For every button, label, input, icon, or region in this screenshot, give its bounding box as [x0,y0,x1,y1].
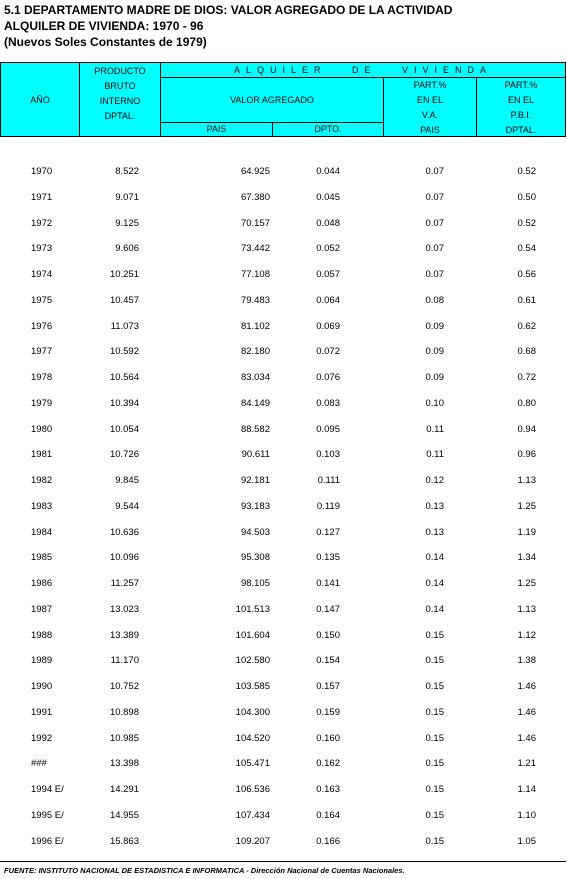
table-row [0,810,566,824]
cell-year: 1992 [31,732,53,744]
cell-pbi: 13.023 [109,603,139,615]
cell-pva: 0.07 [425,217,444,229]
cell-year: 1996 E/ [31,835,64,847]
cell-pais: 104.300 [235,706,270,718]
header-pva-line4: PAIS [420,125,440,135]
cell-dpto: 0.045 [316,191,340,203]
header-pbi-line1: PRODUCTO [94,66,146,76]
table-row [0,836,566,850]
cell-year: 1980 [31,423,53,435]
cell-dpto: 0.160 [316,732,340,744]
cell-pva: 0.15 [425,835,444,847]
table-row [0,552,566,566]
cell-pva: 0.09 [425,320,444,332]
cell-year: 1982 [31,475,53,486]
cell-dpto: 0.052 [316,243,340,255]
cell-ppbi: 1.46 [517,681,536,692]
table-row [0,243,566,257]
cell-pbi: 14.291 [109,784,139,795]
cell-ppbi: 0.62 [517,320,536,332]
cell-pbi: 9.845 [115,475,139,486]
cell-pbi: 10.985 [109,732,139,744]
cell-pbi: 13.389 [109,629,139,641]
cell-pbi: 10.726 [109,449,139,461]
cell-pais: 102.580 [235,655,270,667]
cell-pva: 0.07 [425,166,444,177]
cell-pva: 0.09 [425,372,444,383]
footer-divider [0,861,566,862]
cell-ppbi: 0.56 [517,269,536,280]
cell-pais: 93.183 [240,500,270,512]
cell-ppbi: 1.21 [517,758,536,770]
cell-dpto: 0.044 [316,166,340,177]
cell-ppbi: 1.46 [517,706,536,718]
cell-dpto: 0.159 [316,706,340,718]
table-row [0,449,566,463]
table-row [0,707,566,721]
cell-year: 1979 [31,397,53,409]
cell-pais: 92.181 [240,475,270,486]
header-part-va [383,77,477,137]
cell-ppbi: 1.10 [517,809,536,821]
cell-pva: 0.09 [425,346,444,358]
cell-pais: 101.604 [235,629,270,641]
cell-ppbi: 0.61 [517,294,536,306]
cell-pva: 0.15 [425,809,444,821]
cell-pbi: 9.544 [115,500,139,512]
header-ppbi-line4: DPTAL. [505,125,537,135]
cell-ppbi: 0.96 [517,449,536,461]
cell-pbi: 9.606 [115,243,139,255]
table-row [0,630,566,644]
cell-ppbi: 0.94 [517,423,536,435]
header-valor-agregado [160,77,384,123]
table-row [0,166,566,180]
cell-year: 1975 [31,294,53,306]
cell-dpto: 0.111 [317,475,340,486]
cell-pais: 90.611 [241,449,270,461]
cell-pbi: 11.073 [110,320,139,332]
table-row [0,424,566,438]
cell-dpto: 0.135 [316,552,340,564]
header-part-pbi [476,77,566,137]
cell-ppbi: 1.13 [517,475,536,486]
header-pva-line3: V.A. [421,110,439,120]
cell-pbi: 10.592 [109,346,139,358]
cell-pais: 104.520 [235,732,270,744]
cell-dpto: 0.072 [316,346,340,358]
header-year-label: AÑO [30,95,50,105]
cell-pva: 0.14 [425,578,444,589]
header-group-label: ALQUILER DE VIVIENDA [233,65,493,75]
page-title: 5.1 DEPARTAMENTO MADRE DE DIOS: VALOR AGREGADO DE LA ACTIVIDAD [4,3,453,17]
header-alquiler-group [160,62,566,78]
cell-dpto: 0.119 [316,500,340,512]
header-valor-agregado-label: VALOR AGREGADO [230,95,314,105]
cell-dpto: 0.127 [316,526,340,538]
cell-pbi: 10.394 [109,397,139,409]
cell-pva: 0.11 [426,423,444,435]
cell-ppbi: 1.25 [517,500,536,512]
cell-pva: 0.07 [425,269,444,280]
cell-pva: 0.15 [425,758,444,770]
table-row [0,295,566,309]
cell-pva: 0.14 [425,552,444,564]
cell-pbi: 8.522 [115,166,139,177]
table-row [0,269,566,283]
cell-pais: 77.108 [240,269,270,280]
header-pbi-line2: BRUTO [104,81,136,91]
source-footnote: FUENTE: INSTITUTO NACIONAL DE ESTADISTICA E INFORMATICA - Dirección Nacional de Cuentas Nacionales. [4,866,405,875]
cell-pais: 79.483 [240,294,270,306]
cell-pais: 67.380 [240,191,270,203]
page-subtitle: ALQUILER DE VIVIENDA: 1970 - 96 [4,19,204,33]
cell-year: 1985 [31,552,53,564]
cell-pais: 109.207 [235,835,270,847]
cell-pva: 0.15 [425,655,444,667]
cell-pbi: 10.752 [109,681,139,692]
cell-year: 1974 [31,269,53,280]
cell-pva: 0.13 [425,500,444,512]
cell-dpto: 0.162 [316,758,340,770]
cell-ppbi: 0.68 [517,346,536,358]
cell-pva: 0.10 [425,397,444,409]
cell-ppbi: 1.34 [517,552,536,564]
cell-pva: 0.15 [425,629,444,641]
header-ppbi-line3: P.B.I. [510,110,532,120]
header-ppbi-line1: PART.% [504,80,538,90]
cell-pais: 94.503 [240,526,270,538]
table-row [0,501,566,515]
cell-pais: 73.442 [240,243,270,255]
cell-dpto: 0.103 [316,449,340,461]
table-row [0,758,566,772]
cell-dpto: 0.141 [316,578,340,589]
cell-pais: 105.471 [235,758,270,770]
cell-year: 1970 [31,166,53,177]
cell-year: 1973 [31,243,53,255]
cell-ppbi: 1.05 [517,835,536,847]
header-ppbi-line2: EN EL [507,95,534,105]
cell-year: 1986 [31,578,53,589]
cell-year: 1990 [31,681,53,692]
cell-dpto: 0.076 [316,372,340,383]
cell-ppbi: 0.50 [517,191,536,203]
cell-year: 1983 [31,500,53,512]
cell-year: 1995 E/ [31,809,64,821]
cell-ppbi: 1.12 [517,629,536,641]
cell-pais: 83.034 [240,372,270,383]
cell-dpto: 0.064 [316,294,340,306]
cell-dpto: 0.069 [316,320,340,332]
cell-pva: 0.15 [425,732,444,744]
cell-year: 1978 [31,372,53,383]
header-dpto-label: DPTO. [314,124,342,134]
cell-pais: 84.149 [240,397,270,409]
cell-pva: 0.13 [425,526,444,538]
cell-year: 1994 E/ [31,784,64,795]
cell-pbi: 9.125 [115,217,139,229]
cell-pbi: 10.054 [109,423,139,435]
cell-pais: 106.536 [235,784,270,795]
cell-pva: 0.07 [425,191,444,203]
cell-ppbi: 1.46 [517,732,536,744]
header-dpto [272,122,384,137]
table-row [0,578,566,592]
cell-pbi: 10.564 [109,372,139,383]
cell-pva: 0.15 [425,706,444,718]
cell-year: ### [31,758,47,770]
header-pais [160,122,273,137]
cell-year: 1988 [31,629,53,641]
header-pva-line1: PART.% [413,80,447,90]
cell-dpto: 0.147 [316,603,340,615]
cell-ppbi: 1.38 [517,655,536,667]
table-row [0,321,566,335]
cell-pbi: 11.170 [110,655,139,667]
cell-pais: 95.308 [240,552,270,564]
table-row [0,372,566,386]
table-row [0,527,566,541]
cell-pva: 0.07 [425,243,444,255]
cell-pais: 82.180 [240,346,270,358]
header-pva-line2: EN EL [416,95,443,105]
cell-ppbi: 0.52 [517,166,536,177]
cell-ppbi: 1.19 [517,526,536,538]
cell-pais: 101.513 [235,603,270,615]
cell-dpto: 0.164 [316,809,340,821]
cell-year: 1991 [31,706,53,718]
table-row [0,681,566,695]
cell-ppbi: 1.14 [517,784,536,795]
cell-pva: 0.11 [426,449,444,461]
cell-dpto: 0.154 [316,655,340,667]
cell-ppbi: 0.54 [517,243,536,255]
cell-ppbi: 0.52 [517,217,536,229]
cell-year: 1981 [31,449,53,461]
table-row [0,475,566,489]
cell-pbi: 15.863 [109,835,139,847]
cell-pbi: 10.636 [109,526,139,538]
cell-year: 1989 [31,655,53,667]
cell-year: 1971 [31,191,53,203]
cell-ppbi: 1.25 [517,578,536,589]
cell-pbi: 10.096 [109,552,139,564]
cell-pva: 0.14 [425,603,444,615]
table-row [0,346,566,360]
cell-dpto: 0.157 [316,681,340,692]
cell-pva: 0.12 [425,475,444,486]
page-units: (Nuevos Soles Constantes de 1979) [4,35,207,49]
cell-pva: 0.15 [425,784,444,795]
cell-year: 1972 [31,217,53,229]
cell-pbi: 10.457 [109,294,139,306]
cell-dpto: 0.163 [316,784,340,795]
header-pais-label: PAIS [206,124,227,134]
header-year [0,62,80,137]
cell-pais: 107.434 [235,809,270,821]
cell-year: 1977 [31,346,53,358]
cell-ppbi: 0.72 [517,372,536,383]
cell-pbi: 9.071 [115,191,139,203]
cell-ppbi: 0.80 [517,397,536,409]
table-header [0,62,566,137]
cell-pbi: 10.898 [109,706,139,718]
cell-dpto: 0.083 [316,397,340,409]
header-pbi-line4: DPTAL. [104,111,136,121]
cell-pais: 81.102 [240,320,270,332]
cell-dpto: 0.095 [316,423,340,435]
cell-pbi: 14.955 [109,809,139,821]
cell-dpto: 0.057 [316,269,340,280]
cell-pva: 0.08 [425,294,444,306]
table-row [0,655,566,669]
cell-year: 1984 [31,526,53,538]
table-row [0,604,566,618]
header-pbi-line3: INTERNO [99,96,141,106]
cell-pais: 103.585 [235,681,270,692]
cell-pva: 0.15 [425,681,444,692]
cell-ppbi: 1.13 [517,603,536,615]
cell-dpto: 0.150 [316,629,340,641]
cell-dpto: 0.166 [316,835,340,847]
header-pbi [79,62,161,137]
cell-pais: 88.582 [240,423,270,435]
table-row [0,398,566,412]
cell-year: 1987 [31,603,53,615]
table-row [0,192,566,206]
table-row [0,218,566,232]
table-row [0,733,566,747]
cell-pais: 64.925 [240,166,270,177]
cell-pbi: 11.257 [110,578,139,589]
cell-pbi: 13.398 [109,758,139,770]
cell-pbi: 10.251 [109,269,139,280]
cell-dpto: 0.048 [316,217,340,229]
cell-pais: 98.105 [240,578,270,589]
table-row [0,784,566,798]
cell-pais: 70.157 [240,217,270,229]
cell-year: 1976 [31,320,53,332]
